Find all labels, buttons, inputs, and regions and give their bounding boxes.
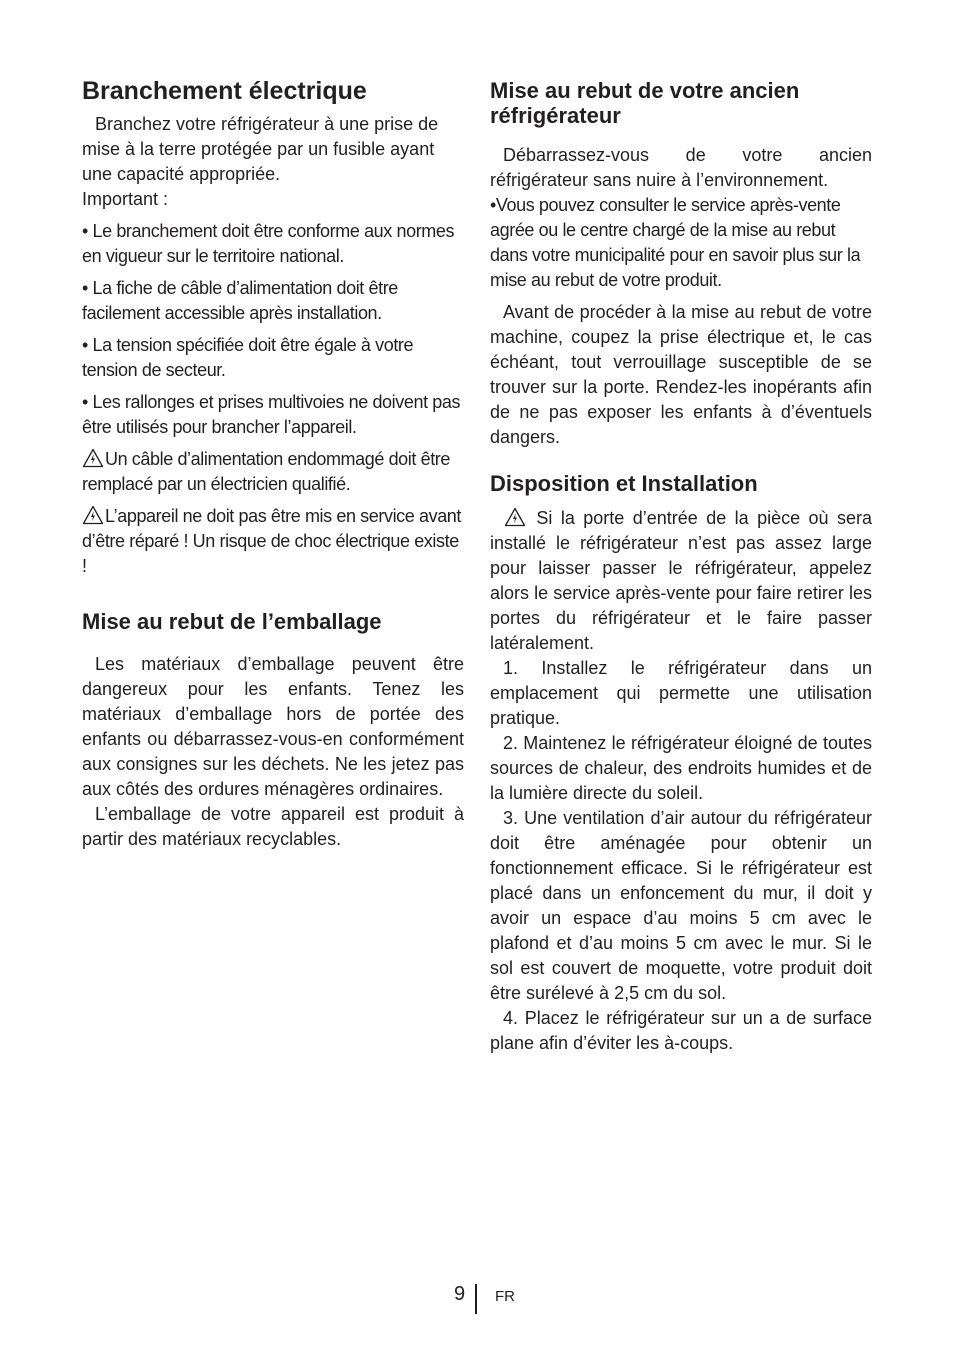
language-code: FR <box>495 1288 515 1305</box>
warning-icon <box>503 507 527 527</box>
ancien-paragraph-1: Débarrassez-vous de votre ancien réfrigérateur sans nuire à l’environnement. <box>490 145 872 190</box>
branchement-bullet-4: • Les rallonges et prises multivoies ne doivent pas être utilisés pour brancher l’appareil. <box>82 392 461 437</box>
section-title-disposition: Disposition et Installation <box>490 471 758 496</box>
branchement-warning-1 <box>82 447 464 497</box>
disposition-step-4: 4. Placez le réfrigérateur sur un a de surface plane afin d’éviter les à-coups. <box>490 1008 872 1053</box>
footer-divider <box>475 1284 477 1314</box>
page-number: 9 <box>454 1283 466 1305</box>
disposition-warning-text: Si la porte d’entrée de la pièce où sera installé le réfrigérateur n’est pas assez large pour laisser passer le réfrigérateur, appelez alors le service après-vente pour faire retirer les portes du réfrigérateur et le faire passer latéralement. <box>490 508 872 653</box>
branchement-important-label: Important : <box>82 189 169 209</box>
disposition-step-1: 1. Installez le réfrigérateur dans un emplacement qui permette une utilisation pratique. <box>490 658 872 728</box>
right-column <box>490 78 872 1056</box>
warning-icon <box>82 505 104 525</box>
disposition-step-2: 2. Maintenez le réfrigérateur éloigné de toutes sources de chaleur, des endroits humides et de la lumière directe du soleil. <box>490 733 872 803</box>
branchement-intro: Branchez votre réfrigérateur à une prise de mise à la terre protégée par un fusible ayant une capacité appropriée. <box>82 114 439 184</box>
disposition-step-3: 3. Une ventilation d’air autour du réfrigérateur doit être aménagée pour obtenir un fonctionnement efficace. Si le réfrigérateur est placé dans un enfoncement du mur, il doit y avoir un espace d’au moins 5 cm avec le plafond et d’au moins 5 cm avec le mur. Si le sol est couvert de moquette, votre produit doit être surélevé à 2,5 cm du sol. <box>490 808 872 1003</box>
branchement-bullet-2: • La fiche de câble d’alimentation doit être facilement accessible après installation. <box>82 278 398 323</box>
section-title-ancien: Mise au rebut de votre ancien réfrigérateur <box>490 78 800 128</box>
section-title-branchement: Branchement électrique <box>82 77 367 105</box>
branchement-warning-2 <box>82 504 464 579</box>
ancien-paragraph-2: •Vous pouvez consulter le service après-vente agrée ou le centre chargé de la mise au rebut dans votre municipalité pour en savoir plus sur la mise au rebut de votre produit. <box>490 195 861 290</box>
branchement-bullet-3: • La tension spécifiée doit être égale à votre tension de secteur. <box>82 335 414 380</box>
disposition-warning <box>490 506 872 656</box>
ancien-paragraph-3: Avant de procéder à la mise au rebut de votre machine, coupez la prise électrique et, le cas échéant, tout verrouillage susceptible de se trouver sur la porte. Rendez-les inopérants afin de ne pas exposer les enfants à d’éventuels dangers. <box>490 302 872 447</box>
warning-2-text: L’appareil ne doit pas être mis en service avant d’être réparé ! Un risque de choc électrique existe ! <box>82 506 462 576</box>
left-column <box>82 76 464 852</box>
warning-1-text: Un câble d’alimentation endommagé doit être remplacé par un électricien qualifié. <box>82 449 451 494</box>
page-footer <box>0 1282 954 1312</box>
emballage-paragraph-2: L’emballage de votre appareil est produit à partir des matériaux recyclables. <box>82 804 464 849</box>
warning-icon <box>82 448 104 468</box>
branchement-bullet-1: • Le branchement doit être conforme aux normes en vigueur sur le territoire national. <box>82 221 455 266</box>
emballage-paragraph-1: Les matériaux d’emballage peuvent être dangereux pour les enfants. Tenez les matériaux d’emballage hors de portée des enfants ou débarrassez-vous-en conformément aux consignes sur les déchets. Ne les jetez pas aux côtés des ordures ménagères ordinaires. <box>82 654 464 799</box>
section-title-emballage: Mise au rebut de l’emballage <box>82 609 382 634</box>
